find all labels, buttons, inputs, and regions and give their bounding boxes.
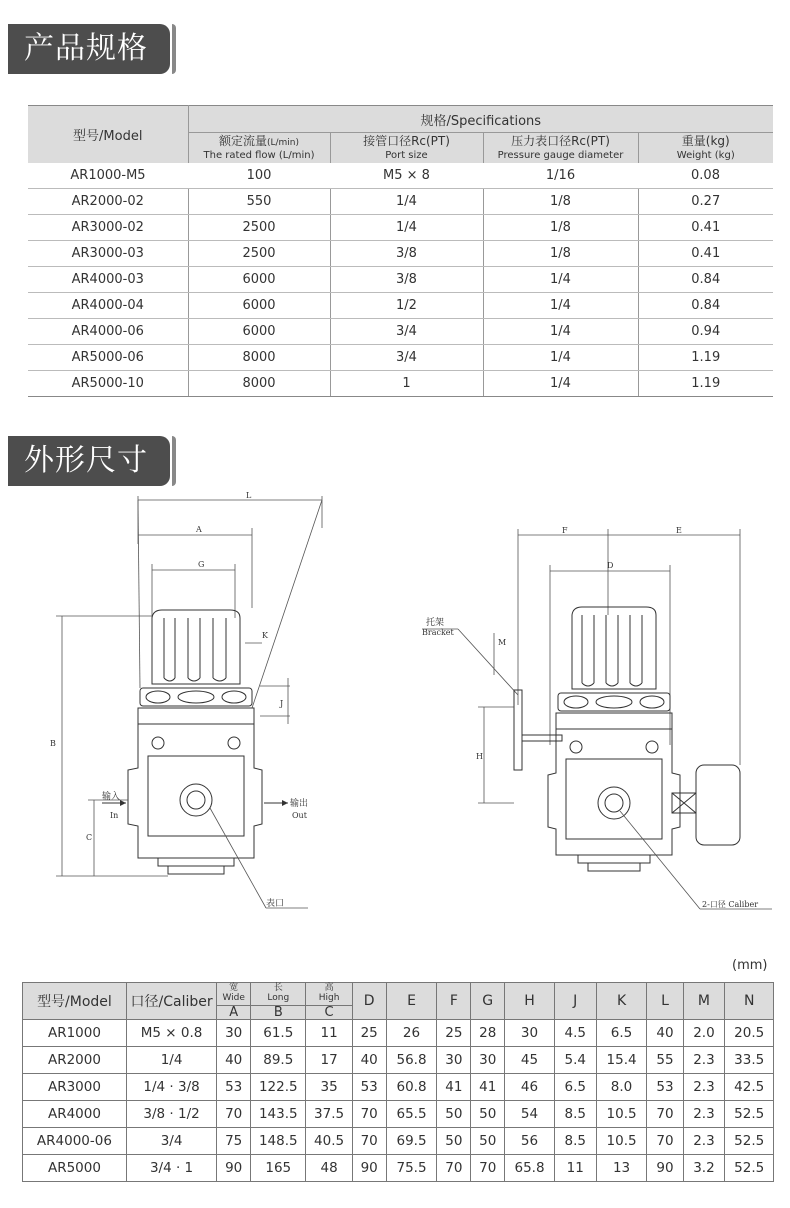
spec-col-header: 重量(kg) Weight (kg) (638, 133, 773, 164)
dim-cell: 28 (471, 1020, 505, 1047)
table-row (23, 1047, 774, 1074)
table-row (28, 371, 773, 397)
dim-cell: 35 (306, 1074, 352, 1101)
model-cell: AR3000-02 (28, 215, 188, 241)
dim-header-letter: J (554, 983, 596, 1020)
dim-cell: 45 (505, 1047, 555, 1074)
spec-cell: 6000 (188, 267, 330, 293)
dim-cell: 90 (217, 1155, 251, 1182)
spec-cell: 0.84 (638, 293, 773, 319)
dim-header-C: 高 High C (306, 983, 352, 1020)
model-cell: AR4000-03 (28, 267, 188, 293)
dim-cell: 53 (647, 1074, 683, 1101)
dim-cell: 40 (217, 1047, 251, 1074)
dim-label-E: E (676, 526, 682, 535)
dim-header-letter: L (647, 983, 683, 1020)
model-cell: AR2000-02 (28, 189, 188, 215)
table-row (28, 267, 773, 293)
dim-label-K: K (262, 631, 268, 640)
dim-header-letter: F (437, 983, 471, 1020)
dim-header-letter: H (505, 983, 555, 1020)
dim-cell: 52.5 (725, 1128, 774, 1155)
dimension-table (22, 982, 774, 1182)
dim-cell: 41 (437, 1074, 471, 1101)
front-view-drawing (40, 488, 340, 918)
dim-header-caliber: 口径/Caliber (126, 983, 216, 1020)
dim-cell: 75.5 (386, 1155, 437, 1182)
dim-cell: 10.5 (596, 1101, 647, 1128)
dim-cell: 30 (217, 1020, 251, 1047)
dim-header-letter: K (596, 983, 647, 1020)
dim-cell: 37.5 (306, 1101, 352, 1128)
spec-cell: 1/2 (330, 293, 483, 319)
dim-cell: 8.5 (554, 1128, 596, 1155)
spec-cell: 3/8 (330, 241, 483, 267)
dim-cell: 148.5 (251, 1128, 306, 1155)
spec-cell: 0.41 (638, 215, 773, 241)
spec-cell: 0.08 (638, 163, 773, 189)
dim-cell: 2.3 (683, 1101, 725, 1128)
dim-cell: 50 (471, 1101, 505, 1128)
spec-cell: 1/16 (483, 163, 638, 189)
table-row (28, 215, 773, 241)
model-cell: AR5000 (23, 1155, 127, 1182)
spec-cell: 3/8 (330, 267, 483, 293)
dim-label-B: B (50, 739, 56, 748)
dim-cell: 122.5 (251, 1074, 306, 1101)
spec-cell: 6000 (188, 293, 330, 319)
spec-cell: 2500 (188, 215, 330, 241)
spec-cell: 1/4 (330, 215, 483, 241)
dim-header-letter: D (352, 983, 386, 1020)
spec-group-header: 规格/Specifications (188, 106, 773, 133)
dim-cell: 2.3 (683, 1047, 725, 1074)
dim-cell: 65.5 (386, 1101, 437, 1128)
spec-cell: 0.94 (638, 319, 773, 345)
dim-cell: 8.0 (596, 1074, 647, 1101)
spec-cell: 2500 (188, 241, 330, 267)
dim-cell: 70 (647, 1128, 683, 1155)
table-row (23, 1128, 774, 1155)
spec-col-header: 额定流量(L/min) The rated flow (L/min) (188, 133, 330, 164)
dim-cell: 2.3 (683, 1074, 725, 1101)
dim-cell: 65.8 (505, 1155, 555, 1182)
dim-cell: 70 (647, 1101, 683, 1128)
dim-cell: 56 (505, 1128, 555, 1155)
dim-header-model: 型号/Model (23, 983, 127, 1020)
model-cell: AR3000 (23, 1074, 127, 1101)
dim-cell: 70 (437, 1155, 471, 1182)
dim-cell: 6.5 (596, 1020, 647, 1047)
side-view-drawing (410, 515, 780, 915)
dim-cell: 10.5 (596, 1128, 647, 1155)
gauge-port-label: 表口 (266, 899, 285, 909)
dim-label-M: M (498, 638, 507, 647)
model-cell: AR2000 (23, 1047, 127, 1074)
dim-cell: 46 (505, 1074, 555, 1101)
dim-cell: 40.5 (306, 1128, 352, 1155)
spec-cell: 3/4 (330, 319, 483, 345)
model-cell: AR1000-M5 (28, 163, 188, 189)
dim-cell: 50 (437, 1128, 471, 1155)
dim-cell: 1/4 · 3/8 (126, 1074, 216, 1101)
table-row (23, 1020, 774, 1047)
model-cell: AR1000 (23, 1020, 127, 1047)
spec-cell: 1/8 (483, 215, 638, 241)
dim-cell: 143.5 (251, 1101, 306, 1128)
dim-cell: 50 (437, 1101, 471, 1128)
dim-cell: 70 (471, 1155, 505, 1182)
spec-cell: 1/4 (483, 293, 638, 319)
dim-label-J: J (280, 699, 284, 708)
bracket-label-en: Bracket (422, 628, 454, 637)
dim-cell: 15.4 (596, 1047, 647, 1074)
dim-cell: 3.2 (683, 1155, 725, 1182)
dim-cell: 52.5 (725, 1101, 774, 1128)
dim-cell: 13 (596, 1155, 647, 1182)
table-row (23, 1101, 774, 1128)
dim-cell: 42.5 (725, 1074, 774, 1101)
dim-header-letter: E (386, 983, 437, 1020)
dim-cell: 26 (386, 1020, 437, 1047)
model-cell: AR5000-06 (28, 345, 188, 371)
spec-cell: 0.84 (638, 267, 773, 293)
spec-cell: 1/4 (483, 267, 638, 293)
table-row (28, 345, 773, 371)
dim-cell: 53 (352, 1074, 386, 1101)
dim-cell: M5 × 0.8 (126, 1020, 216, 1047)
dim-cell: 54 (505, 1101, 555, 1128)
dim-label-G: G (198, 560, 205, 569)
model-cell: AR5000-10 (28, 371, 188, 397)
spec-cell: 1.19 (638, 371, 773, 397)
section-title-dimensions: 外形尺寸 (8, 436, 170, 486)
dim-cell: 61.5 (251, 1020, 306, 1047)
table-row (23, 1074, 774, 1101)
outlet-label-en: Out (292, 811, 307, 820)
dim-cell: 25 (437, 1020, 471, 1047)
table-row (28, 241, 773, 267)
dim-cell: 70 (352, 1101, 386, 1128)
dim-cell: 30 (505, 1020, 555, 1047)
model-cell: AR4000-06 (23, 1128, 127, 1155)
dim-header-A: 宽 Wide A (217, 983, 251, 1020)
model-cell: AR4000-04 (28, 293, 188, 319)
dim-label-L: L (246, 491, 252, 500)
dim-cell: 5.4 (554, 1047, 596, 1074)
table-row (28, 163, 773, 189)
dim-cell: 90 (352, 1155, 386, 1182)
spec-col-header: 压力表口径Rc(PT) Pressure gauge diameter (483, 133, 638, 164)
dim-cell: 3/8 · 1/2 (126, 1101, 216, 1128)
spec-cell: 0.27 (638, 189, 773, 215)
dim-cell: 60.8 (386, 1074, 437, 1101)
dim-cell: 11 (306, 1020, 352, 1047)
dim-cell: 4.5 (554, 1020, 596, 1047)
spec-table (28, 105, 773, 397)
unit-label: (mm) (732, 958, 768, 973)
spec-cell: 1.19 (638, 345, 773, 371)
dim-cell: 50 (471, 1128, 505, 1155)
section-title-specs: 产品规格 (8, 24, 170, 74)
dim-cell: 11 (554, 1155, 596, 1182)
spec-cell: 6000 (188, 319, 330, 345)
dim-cell: 17 (306, 1047, 352, 1074)
dim-header-B: 长 Long B (251, 983, 306, 1020)
spec-cell: 1/4 (483, 345, 638, 371)
dim-cell: 56.8 (386, 1047, 437, 1074)
dim-cell: 3/4 (126, 1128, 216, 1155)
dim-cell: 90 (647, 1155, 683, 1182)
dim-cell: 3/4 · 1 (126, 1155, 216, 1182)
spec-model-header: 型号/Model (28, 106, 188, 164)
dim-cell: 70 (352, 1128, 386, 1155)
dim-cell: 40 (352, 1047, 386, 1074)
dim-label-D: D (607, 561, 614, 570)
dim-cell: 2.0 (683, 1020, 725, 1047)
dim-cell: 33.5 (725, 1047, 774, 1074)
table-row (28, 189, 773, 215)
spec-col-header: 接管口径Rc(PT) Port size (330, 133, 483, 164)
spec-cell: 550 (188, 189, 330, 215)
spec-cell: 3/4 (330, 345, 483, 371)
dim-cell: 2.3 (683, 1128, 725, 1155)
dim-label-A: A (196, 525, 202, 534)
dim-cell: 41 (471, 1074, 505, 1101)
spec-cell: 8000 (188, 345, 330, 371)
spec-cell: 1/8 (483, 241, 638, 267)
dim-header-letter: G (471, 983, 505, 1020)
dim-cell: 52.5 (725, 1155, 774, 1182)
dim-cell: 55 (647, 1047, 683, 1074)
dim-header-letter: N (725, 983, 774, 1020)
spec-cell: 100 (188, 163, 330, 189)
dim-cell: 40 (647, 1020, 683, 1047)
dim-label-F: F (562, 526, 568, 535)
outlet-label-cn: 输出 (290, 799, 309, 809)
model-cell: AR3000-03 (28, 241, 188, 267)
inlet-label-en: In (110, 811, 119, 820)
spec-cell: 8000 (188, 371, 330, 397)
table-row (28, 293, 773, 319)
dim-cell: 30 (437, 1047, 471, 1074)
dim-cell: 48 (306, 1155, 352, 1182)
dim-cell: 69.5 (386, 1128, 437, 1155)
spec-cell: 0.41 (638, 241, 773, 267)
dim-cell: 165 (251, 1155, 306, 1182)
dim-cell: 53 (217, 1074, 251, 1101)
dim-cell: 6.5 (554, 1074, 596, 1101)
spec-cell: M5 × 8 (330, 163, 483, 189)
dim-cell: 25 (352, 1020, 386, 1047)
spec-cell: 1/4 (330, 189, 483, 215)
dim-cell: 75 (217, 1128, 251, 1155)
dim-header-letter: M (683, 983, 725, 1020)
inlet-label-cn: 输入 (102, 792, 121, 802)
spec-cell: 1 (330, 371, 483, 397)
dim-cell: 20.5 (725, 1020, 774, 1047)
spec-cell: 1/4 (483, 319, 638, 345)
bracket-label-cn: 托架 (426, 618, 445, 628)
model-cell: AR4000-06 (28, 319, 188, 345)
spec-cell: 1/4 (483, 371, 638, 397)
dim-cell: 8.5 (554, 1101, 596, 1128)
dim-cell: 1/4 (126, 1047, 216, 1074)
dim-label-H: H (476, 752, 483, 761)
model-cell: AR4000 (23, 1101, 127, 1128)
dim-label-C: C (86, 833, 93, 842)
table-row (28, 319, 773, 345)
caliber-label: 2-口径 Caliber (702, 900, 759, 909)
table-row (23, 1155, 774, 1182)
dim-cell: 89.5 (251, 1047, 306, 1074)
spec-cell: 1/8 (483, 189, 638, 215)
dim-cell: 30 (471, 1047, 505, 1074)
dim-cell: 70 (217, 1101, 251, 1128)
